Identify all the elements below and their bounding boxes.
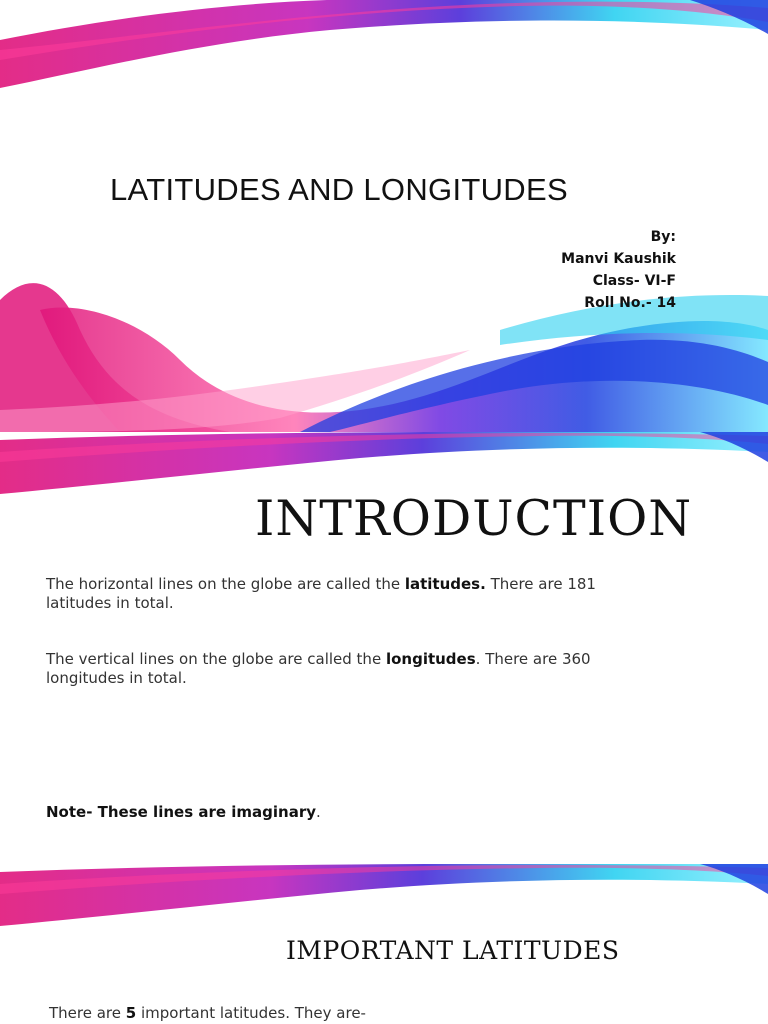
byline-label: By:	[650, 229, 676, 245]
ribbon-decoration	[0, 0, 768, 432]
slide-heading: IMPORTANT LATITUDES	[286, 936, 620, 965]
note-text: Note- These lines are imaginary	[46, 803, 317, 821]
text-run: The horizontal lines on the globe are called the	[46, 575, 405, 593]
bold-term-longitudes: longitudes	[385, 650, 476, 668]
author-byline	[561, 226, 676, 314]
introduction-slide	[0, 432, 768, 864]
text-run: .	[316, 803, 321, 821]
presentation-title: LATITUDES AND LONGITUDES	[110, 172, 568, 207]
author-roll-number: Roll No.- 14	[584, 295, 676, 311]
bold-count: 5	[125, 1004, 137, 1022]
author-class: Class- VI-F	[592, 273, 676, 289]
text-run: The vertical lines on the globe are called the	[46, 650, 386, 668]
latitudes-paragraph	[46, 575, 666, 613]
latitudes-count-paragraph	[49, 1004, 366, 1022]
title-slide	[0, 0, 768, 432]
bold-term-latitudes: latitudes.	[404, 575, 486, 593]
longitudes-paragraph	[46, 650, 666, 688]
important-latitudes-slide	[0, 864, 768, 1024]
text-run: There are 181 latitudes in total.	[46, 575, 596, 612]
slide-heading: INTRODUCTION	[255, 490, 693, 547]
text-run: . There are 360 longitudes in total.	[46, 650, 591, 687]
author-name: Manvi Kaushik	[561, 251, 676, 267]
text-run: There are	[49, 1004, 126, 1022]
note-paragraph	[46, 803, 666, 822]
text-run: important latitudes. They are-	[136, 1004, 366, 1022]
ribbon-decoration	[0, 864, 768, 944]
